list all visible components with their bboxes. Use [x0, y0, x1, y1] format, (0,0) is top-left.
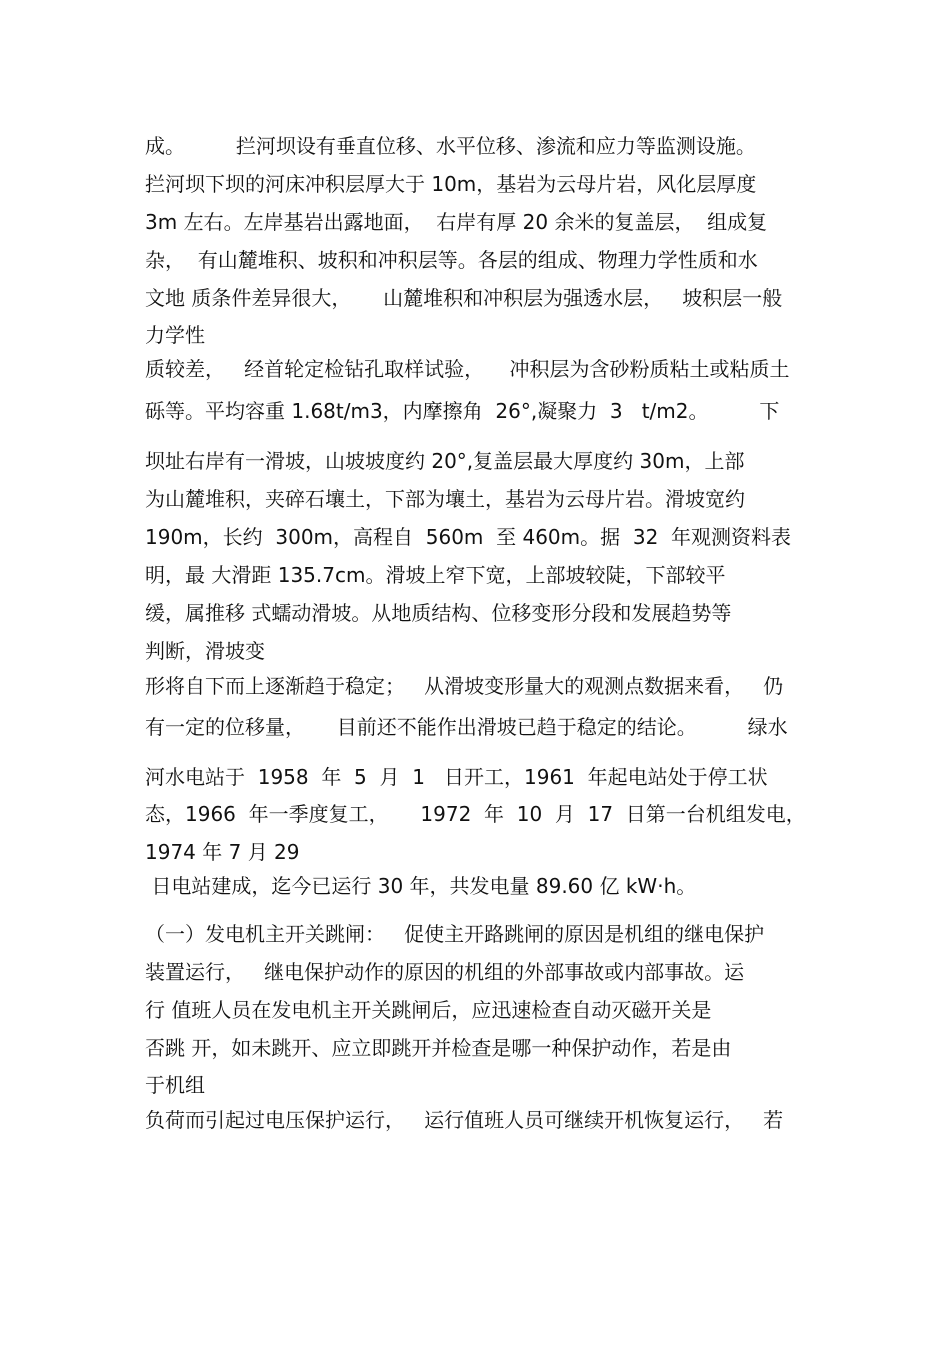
- text-line: 拦河坝下坝的河床冲积层厚大于 10m，基岩为云母片岩，风化层厚度: [145, 172, 757, 196]
- text-line: 坝址右岸有一滑坡，山坡坡度约 20°,复盖层最大厚度约 30m，上部: [145, 449, 745, 473]
- text-line: 否跳 开，如未跳开、应立即跳开并检查是哪一种保护动作，若是由: [145, 1036, 732, 1060]
- text-line: 态，1966 年一季度复工， 1972 年 10 月 17 日第一台机组发电，: [145, 802, 806, 826]
- text-line: （一）发电机主开关跳闸： 促使主开路跳闸的原因是机组的继电保护: [145, 922, 765, 946]
- text-line: 缓，属推移 式蠕动滑坡。从地质结构、位移变形分段和发展趋势等: [145, 601, 732, 625]
- text-line: 日电站建成，迄今已运行 30 年，共发电量 89.60 亿 kW·h。: [145, 874, 697, 898]
- text-line: 于机组: [145, 1073, 205, 1097]
- text-line: 装置运行， 继电保护动作的原因的机组的外部事故或内部事故。运: [145, 960, 745, 984]
- text-line: 1974 年 7 月 29: [145, 840, 300, 864]
- text-line: 形将自下而上逐渐趋于稳定； 从滑坡变形量大的观测点数据来看， 仍: [145, 674, 784, 698]
- text-line: 有一定的位移量， 目前还不能作出滑坡已趋于稳定的结论。 绿水: [145, 715, 788, 739]
- text-line: 河水电站于 1958 年 5 月 1 日开工，1961 年起电站处于停工状: [145, 765, 768, 789]
- text-line: 为山麓堆积，夹碎石壤土，下部为壤土，基岩为云母片岩。滑坡宽约: [145, 487, 745, 511]
- text-line: 文地 质条件差异很大， 山麓堆积和冲积层为强透水层， 坡积层一般: [145, 286, 783, 310]
- text-line: 砾等。平均容重 1.68t/m3，内摩擦角 26°,凝聚力 3 t/m2。 下: [145, 399, 780, 423]
- text-line: 判断，滑坡变: [145, 639, 265, 663]
- text-line: 力学性: [145, 323, 205, 347]
- text-line: 明，最 大滑距 135.7cm。滑坡上窄下宽，上部坡较陡，下部较平: [145, 563, 726, 587]
- text-line: 质较差， 经首轮定检钻孔取样试验， 冲积层为含砂粉质粘土或粘质土: [145, 357, 790, 381]
- text-line: 3m 左右。左岸基岩出露地面， 右岸有厚 20 余米的复盖层， 组成复: [145, 210, 768, 234]
- text-line: 负荷而引起过电压保护运行， 运行值班人员可继续开机恢复运行， 若: [145, 1108, 784, 1132]
- text-line: 杂， 有山麓堆积、坡积和冲积层等。各层的组成、物理力学性质和水: [145, 248, 758, 272]
- text-line: 行 值班人员在发电机主开关跳闸后，应迅速检查自动灭磁开关是: [145, 998, 712, 1022]
- text-line: 成。 拦河坝设有垂直位移、水平位移、渗流和应力等监测设施。: [145, 134, 756, 158]
- text-line: 190m，长约 300m，高程自 560m 至 460m。据 32 年观测资料表: [145, 525, 792, 549]
